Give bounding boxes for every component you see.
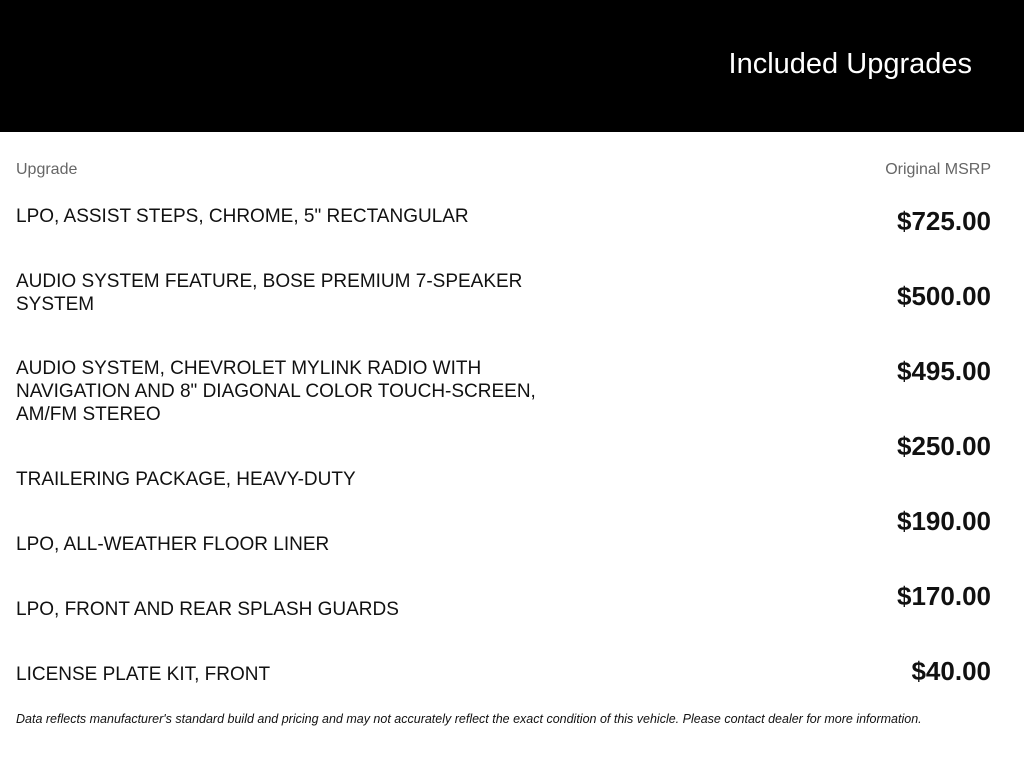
upgrade-price: $250.00 — [897, 431, 991, 461]
upgrade-name-list — [16, 205, 581, 686]
upgrade-name: LICENSE PLATE KIT, FRONT — [16, 664, 271, 685]
upgrade-price: $40.00 — [911, 656, 991, 686]
upgrade-column-header: Upgrade — [16, 161, 78, 178]
upgrade-name: TRAILERING PACKAGE, HEAVY-DUTY — [16, 469, 356, 490]
upgrade-name: LPO, ASSIST STEPS, CHROME, 5" RECTANGULAR — [16, 206, 469, 227]
upgrade-price-list — [897, 204, 991, 729]
upgrade-price: $170.00 — [897, 581, 991, 611]
msrp-column-header: Original MSRP — [885, 161, 991, 178]
upgrade-price: $725.00 — [897, 206, 991, 236]
disclaimer-text: Data reflects manufacturer's standard build and pricing and may not accurately reflect the exact condition of this vehicle. Please contact dealer for more information. — [16, 712, 922, 726]
upgrade-name: LPO, ALL-WEATHER FLOOR LINER — [16, 534, 330, 555]
header-banner — [0, 0, 1024, 132]
upgrade-price: $190.00 — [897, 506, 991, 536]
upgrade-price: $500.00 — [897, 281, 991, 311]
upgrade-name: AUDIO SYSTEM, CHEVROLET MYLINK RADIO WITH NAVIGATION AND 8" DIAGONAL COLOR TOUCH-SCREEN, AM/FM STEREO — [16, 358, 536, 425]
upgrade-price: $495.00 — [897, 356, 991, 386]
page-title: Included Upgrades — [728, 48, 972, 80]
upgrade-name: LPO, FRONT AND REAR SPLASH GUARDS — [16, 599, 399, 620]
upgrade-name: AUDIO SYSTEM FEATURE, BOSE PREMIUM 7-SPEAKER SYSTEM — [16, 271, 523, 315]
